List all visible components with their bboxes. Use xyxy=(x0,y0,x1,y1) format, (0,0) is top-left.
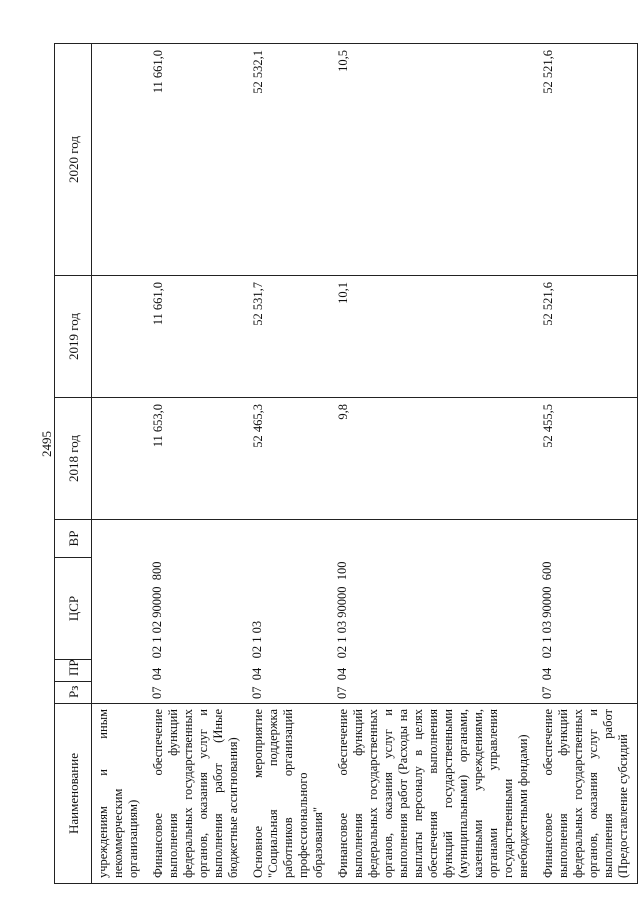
header-vr: ВР xyxy=(55,520,92,558)
row-csr: 02 1 03 90000 xyxy=(540,586,554,659)
row-name: учреждениям и иным некоммерческим организациям) xyxy=(92,704,148,884)
row-name: Основное мероприятие "Социальная поддержка работников организаций профессионального образования" xyxy=(247,704,332,884)
header-rz: Рз xyxy=(55,682,92,704)
row-2018: 52 455,5 xyxy=(537,398,638,520)
row-name: Финансовое обеспечение выполнения функций федеральных государственных органов, оказания услуг и выполнения работ (Иные бюджетные ассигнования) xyxy=(147,704,247,884)
row-rz: 07 xyxy=(250,686,264,699)
row-2018: 52 465,3 xyxy=(247,398,332,520)
budget-table xyxy=(54,43,638,884)
table-row xyxy=(247,44,332,884)
page-number: 2495 xyxy=(39,431,54,457)
row-pr: 04 xyxy=(150,667,164,681)
header-2020: 2020 год xyxy=(55,44,92,276)
header-2019: 2019 год xyxy=(55,276,92,398)
row-csr: 02 1 02 90000 xyxy=(150,586,164,659)
row-2018: 11 653,0 xyxy=(147,398,247,520)
row-2019: 52 521,6 xyxy=(537,276,638,398)
row-codes xyxy=(92,520,148,704)
row-csr: 02 1 03 xyxy=(250,620,264,659)
row-pr: 04 xyxy=(335,667,349,681)
row-2020: 11 661,0 xyxy=(147,44,247,276)
row-2020: 52 521,6 xyxy=(537,44,638,276)
row-pr: 04 xyxy=(250,667,264,681)
row-2020: 52 532,1 xyxy=(247,44,332,276)
row-2019: 10,1 xyxy=(332,276,537,398)
header-csr: ЦСР xyxy=(55,558,92,660)
rotated-page xyxy=(54,44,630,884)
row-2020 xyxy=(92,44,148,276)
header-name: Наименование xyxy=(55,704,92,884)
row-codes xyxy=(537,520,638,704)
row-2018: 9,8 xyxy=(332,398,537,520)
table-row xyxy=(332,44,537,884)
row-2020: 10,5 xyxy=(332,44,537,276)
row-vr: 100 xyxy=(335,561,349,581)
row-rz: 07 xyxy=(150,686,164,699)
header-2018: 2018 год xyxy=(55,398,92,520)
table-row xyxy=(92,44,148,884)
row-2019 xyxy=(92,276,148,398)
row-name: Финансовое обеспечение выполнения функций федеральных государственных органов, оказания услуг и выполнения работ (Расходы на выплаты персоналу в целях обеспечения выполнения функций государственными (муниципальными) органами, казенными учреждениями, органами управления государственными внебюджетными фондами) xyxy=(332,704,537,884)
header-pr: ПР xyxy=(55,660,92,682)
row-codes xyxy=(247,520,332,704)
row-vr: 600 xyxy=(540,561,554,581)
row-2019: 11 661,0 xyxy=(147,276,247,398)
row-2019: 52 531,7 xyxy=(247,276,332,398)
row-rz: 07 xyxy=(335,686,349,699)
row-codes xyxy=(332,520,537,704)
table-row xyxy=(147,44,247,884)
row-vr: 800 xyxy=(150,561,164,581)
table-row xyxy=(537,44,638,884)
row-pr: 04 xyxy=(540,667,554,681)
row-codes xyxy=(147,520,247,704)
table-header-row xyxy=(55,44,92,884)
row-csr: 02 1 03 90000 xyxy=(335,586,349,659)
row-2018 xyxy=(92,398,148,520)
row-rz: 07 xyxy=(540,686,554,699)
row-name: Финансовое обеспечение выполнения функций федеральных государственных органов, оказания услуг и выполнения работ (Предоставление субсидий xyxy=(537,704,638,884)
